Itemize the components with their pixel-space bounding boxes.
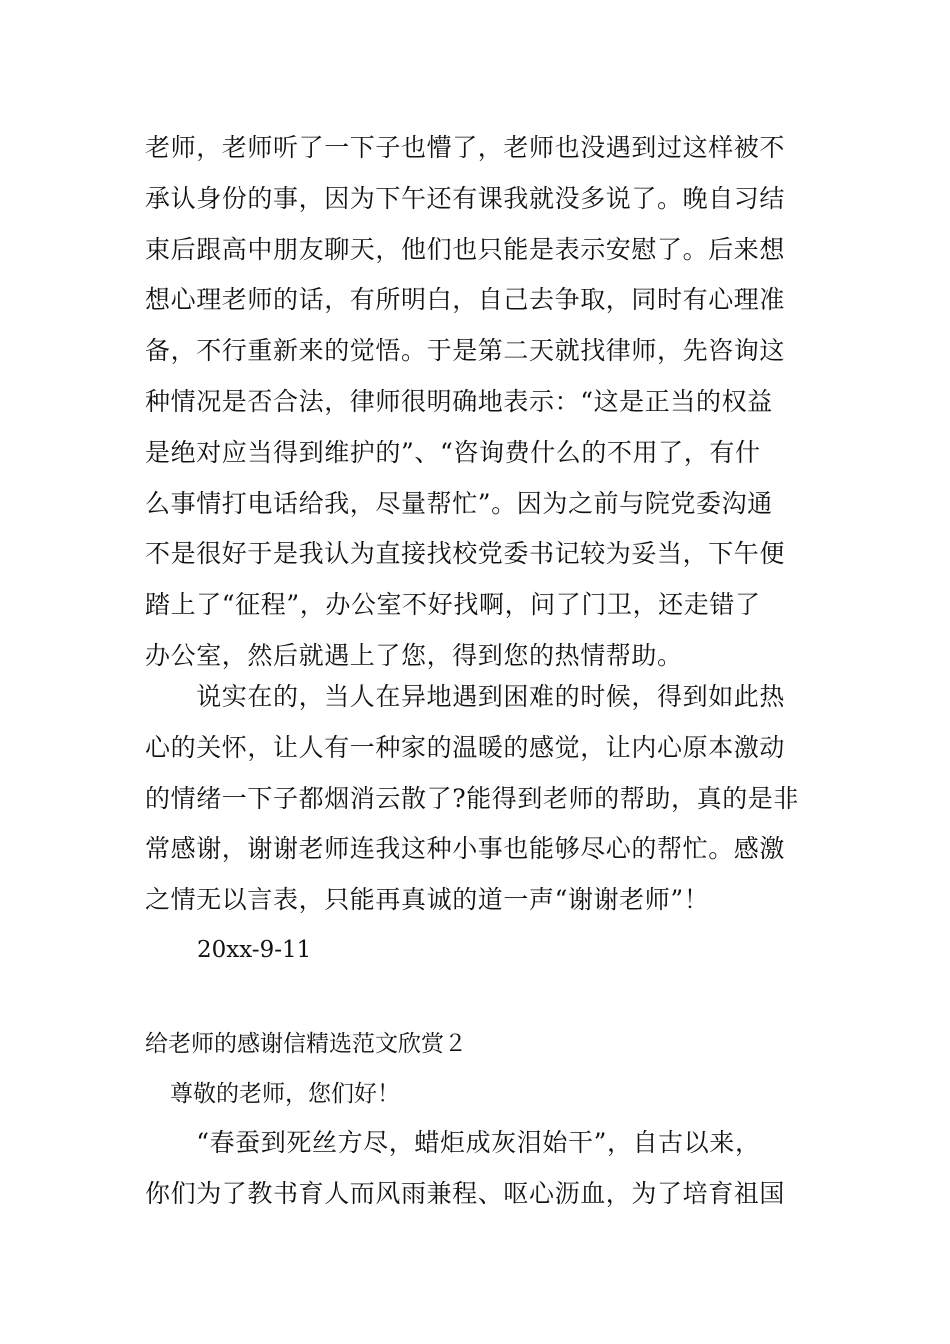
- text-line: 么事情打电话给我，尽量帮忙”。因为之前与院党委沟通: [145, 488, 773, 518]
- text-line: 之情无以言表，只能再真诚的道一声“谢谢老师”！: [145, 885, 710, 915]
- letter-date: 20xx-9-11: [197, 937, 312, 963]
- text-line: 承认身份的事，因为下午还有课我就没多说了。晚自习结: [145, 183, 786, 213]
- text-line: 的情绪一下子都烟消云散了?能得到老师的帮助，真的是非: [145, 783, 800, 813]
- text-line: 踏上了“征程”，办公室不好找啊，问了门卫，还走错了: [145, 590, 761, 620]
- body-paragraph-2: [145, 672, 810, 926]
- text-line: 束后跟高中朋友聊天，他们也只能是表示安慰了。后来想: [145, 234, 786, 264]
- text-line: 老师，老师听了一下子也懵了，老师也没遇到过这样被不: [145, 133, 786, 162]
- section-heading: 给老师的感谢信精选范文欣赏２: [145, 1031, 467, 1057]
- body-paragraph-1: [145, 123, 810, 682]
- text-line: 说实在的，当人在异地遇到困难的时候，得到如此热: [145, 682, 786, 711]
- text-line: “春蚕到死丝方尽，蜡炬成灰泪始干”，自古以来，: [145, 1128, 761, 1157]
- body-paragraph-3: [145, 1118, 810, 1220]
- text-line: 种情况是否合法，律师很明确地表示：“这是正当的权益: [145, 386, 773, 416]
- text-line: 不是很好于是我认为直接找校党委书记较为妥当，下午便: [145, 539, 786, 569]
- text-line: 常感谢，谢谢老师连我这种小事也能够尽心的帮忙。感激: [145, 834, 786, 864]
- text-line: 备，不行重新来的觉悟。于是第二天就找律师，先咨询这: [145, 336, 786, 366]
- text-line: 心的关怀，让人有一种家的温暖的感觉，让内心原本激动: [145, 732, 786, 762]
- text-line: 是绝对应当得到维护的”、“咨询费什么的不用了，有什: [145, 437, 761, 467]
- text-line: 你们为了教书育人而风雨兼程、呕心沥血，为了培育祖国: [145, 1178, 786, 1208]
- text-line: 办公室，然后就遇上了您，得到您的热情帮助。: [145, 640, 683, 670]
- text-line: 想心理老师的话，有所明白，自己去争取，同时有心理准: [145, 285, 786, 315]
- salutation: 尊敬的老师，您们好！: [170, 1081, 400, 1107]
